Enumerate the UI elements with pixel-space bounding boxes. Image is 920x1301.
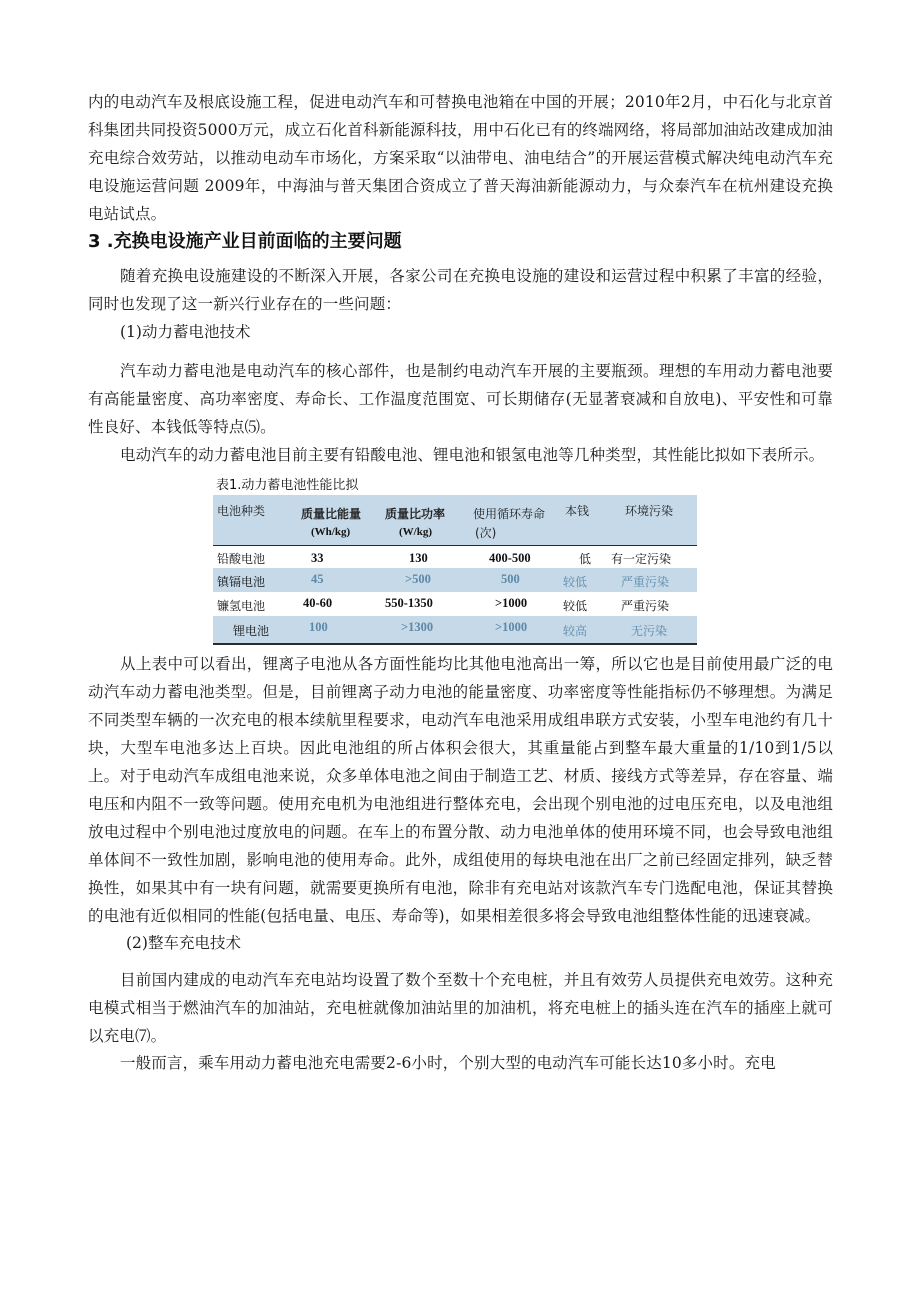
section-heading: 3 .充换电设施产业目前面临的主要问题 xyxy=(88,231,402,252)
paragraph-battery-pack-issues: 对于电动汽车成组电池来说，众多单体电池之间由于制造工艺、材质、接线方式等差异，存在容量、端电压和内阻不一致等问题。使用充电机为电池组进行整体充电，会出现个别电池的过电压充电，以及电池组放电过程中个别电池过度放电的问题。在车上的布置分散、动力电池单体的使用环境不同，也会导致电池组单体间不一致性加剧，影响电池的使用寿命。此外，成组使用的每块电池在出厂之前已经固定排列，缺乏替换性，如果其中有一块有问题，就需要更换所有电池，除非有充电站对该款汽车专门选配电池，保证其替换的电池有近似相同的性能(包括电量、电压、寿命等)，如果相差很多将会导致电池组整体性能的迅速衰减。 xyxy=(88,767,833,925)
cell-environment: 无污染 xyxy=(631,624,668,638)
header-specific-power-unit: (W/kg) xyxy=(399,526,432,538)
table-row xyxy=(213,545,697,569)
cell-cycle-life: 400-500 xyxy=(489,551,531,565)
cell-specific-energy: 45 xyxy=(311,572,324,586)
battery-performance-table xyxy=(213,495,697,645)
paragraph-charging-time: 一般而言，乘车用动力蓄电池充电需要2-6小时，个别大型的电动汽车可能长达10多小时。充电 xyxy=(120,1054,776,1072)
header-cycle-life: 使用循环寿命 xyxy=(473,507,546,521)
cell-specific-power: 130 xyxy=(409,551,428,565)
cell-specific-power: 550-1350 xyxy=(385,596,433,610)
cell-battery-type: 镇镉电池 xyxy=(217,575,266,589)
cell-environment: 严重污染 xyxy=(621,599,670,613)
paragraph-lithium-analysis: 从上表中可以看出，锂离子电池从各方面性能均比其他电池高出一筹，所以它也是目前使用最广泛的电动汽车动力蓄电池类型。但是，目前锂离子动力电池的能量密度、功率密度等性能指标仍不够理想。为满足不同类型车辆的一次充电的根本续航里程要求，电动汽车电池采用成组串联方式安装，小型车电池约有几十块，大型车电池多达上百块。因此电池组的所占体积会很大，其重量能占到整车最大重量的1/10到1/5以上。 xyxy=(88,655,833,785)
cell-cost: 较低 xyxy=(563,599,588,613)
paragraph-intro-continuation: 内的电动汽车及根底设施工程，促进电动汽车和可替换电池箱在中国的开展；2010年2月，中石化与北京首科集团共同投资5000万元，成立石化首科新能源科技，用中石化已有的终端网络，将局部加油站改建成加油充电综合效劳站，以推动电动车市场化，方案采取“以油带电、油电结合”的开展运营模式解决纯电动汽车充电设施运营问题 2009年，中海油与普天集团合资成立了普天海油新能源动力，与众泰汽车在杭州建设充换电站试点。 xyxy=(88,93,833,223)
cell-specific-energy: 33 xyxy=(311,551,324,565)
cell-environment: 有一定污染 xyxy=(611,552,672,566)
cell-cycle-life: 500 xyxy=(501,572,520,586)
table-row xyxy=(213,592,697,616)
subheading-vehicle-charging: (2)整车充电技术 xyxy=(126,934,241,952)
header-specific-energy-label: 质量比能量 xyxy=(301,507,362,521)
cell-specific-power: >500 xyxy=(405,572,431,586)
paragraph-battery-types: 电动汽车的动力蓄电池目前主要有铅酸电池、锂电池和银氢电池等几种类型，其性能比拟如下表所示。 xyxy=(120,446,825,464)
table-caption: 表1.动力蓄电池性能比拟 xyxy=(216,478,359,493)
paragraph-charging-stations: 目前国内建成的电动汽车充电站均设置了数个至数十个充电桩，并且有效劳人员提供充电效劳。这种充电模式相当于燃油汽车的加油站，充电桩就像加油站里的加油机，将充电桩上的插头连在汽车的插座上就可以充电⑺。 xyxy=(88,971,833,1045)
table-bottom-rule xyxy=(213,643,697,645)
cell-specific-power: >1300 xyxy=(401,620,434,634)
cell-cycle-life: >1000 xyxy=(495,620,528,634)
paragraph-issues-intro: 随着充换电设施建设的不断深入开展，各家公司在充换电设施的建设和运营过程中积累了丰富的经验，同时也发现了这一新兴行业存在的一些问题： xyxy=(88,267,833,313)
table-row xyxy=(213,568,697,592)
header-environment: 环境污染 xyxy=(625,504,674,518)
header-cycle-life-unit: (次) xyxy=(475,526,497,540)
cell-battery-type: 镰氢电池 xyxy=(217,599,266,613)
header-cost: 本钱 xyxy=(565,504,590,518)
cell-battery-type: 铅酸电池 xyxy=(217,552,266,566)
header-specific-energy-unit: (Wh/kg) xyxy=(311,526,351,538)
cell-environment: 严重污染 xyxy=(621,575,670,589)
cell-specific-energy: 40-60 xyxy=(303,596,333,610)
header-specific-energy xyxy=(301,505,361,522)
cell-cost: 低 xyxy=(579,552,592,566)
header-battery-type: 电池种类 xyxy=(217,504,266,518)
cell-specific-energy: 100 xyxy=(309,620,328,634)
table-row xyxy=(213,616,697,643)
cell-cycle-life: >1000 xyxy=(495,596,528,610)
table-header-row xyxy=(213,495,697,545)
subheading-battery-technology: (1)动力蓄电池技术 xyxy=(120,323,251,341)
paragraph-battery-requirements: 汽车动力蓄电池是电动汽车的核心部件，也是制约电动汽车开展的主要瓶颈。理想的车用动力蓄电池要有高能量密度、高功率密度、寿命长、工作温度范围宽、可长期储存(无显著衰减和自放电)、平安性和可靠性良好、本钱低等特点⑸。 xyxy=(88,362,833,436)
header-specific-power xyxy=(385,505,445,522)
cell-battery-type: 锂电池 xyxy=(233,624,270,638)
header-specific-power-label: 质量比功率 xyxy=(385,507,446,521)
cell-cost: 较低 xyxy=(563,575,588,589)
cell-cost: 较高 xyxy=(563,624,588,638)
